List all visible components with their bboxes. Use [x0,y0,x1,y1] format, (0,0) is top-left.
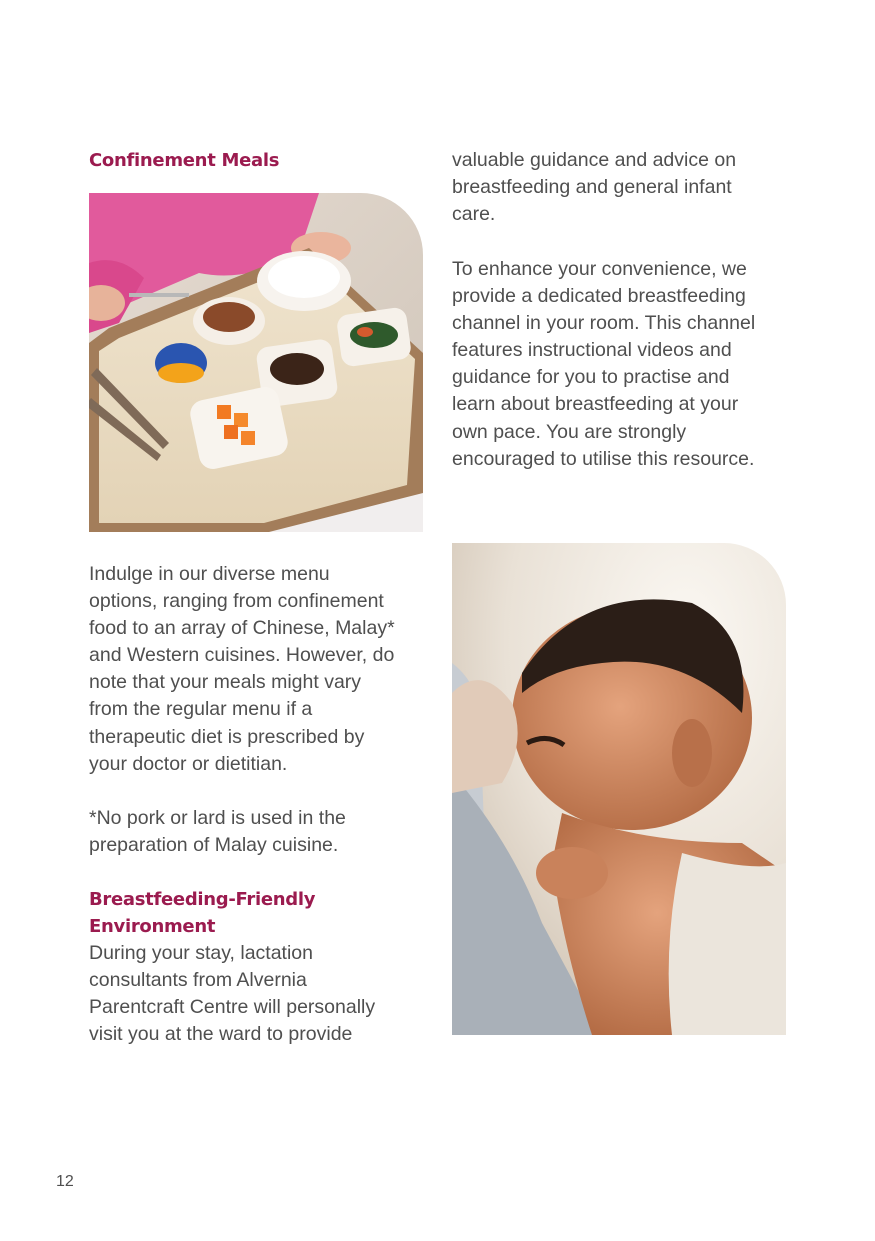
meal-tray-photo [89,193,423,532]
breastfeeding-channel-text: To enhance your convenience, we provide a dedicated breastfeeding channel in your room. This channel features instructional videos and guidance for you to practise and learn about breastfeeding at your own pace. You are strongly encouraged to utilise this resource. [452,258,756,470]
meals-description: Indulge in our diverse menu options, ranging from confinement food to an array of Chinese, Malay* and Western cuisines. However, do note that your meals might vary from the regular menu if a therapeutic diet is prescribed by your doctor or dietitian. [89,563,395,775]
lactation-guidance-continued: valuable guidance and advice on breastfeeding and general infant care. [452,149,737,226]
page-number: 12 [56,1173,74,1190]
lactation-consultants-text: During your stay, lactation consultants from Alvernia Parentcraft Centre will personally visit you at the ward to provide [89,942,376,1046]
confinement-meals-heading: Confinement Meals [89,150,280,171]
breastfeeding-environment-heading: Breastfeeding-Friendly Environment [89,889,316,937]
malay-cuisine-footnote: *No pork or lard is used in the preparation of Malay cuisine. [89,807,346,857]
breastfeeding-baby-photo [452,543,786,1035]
